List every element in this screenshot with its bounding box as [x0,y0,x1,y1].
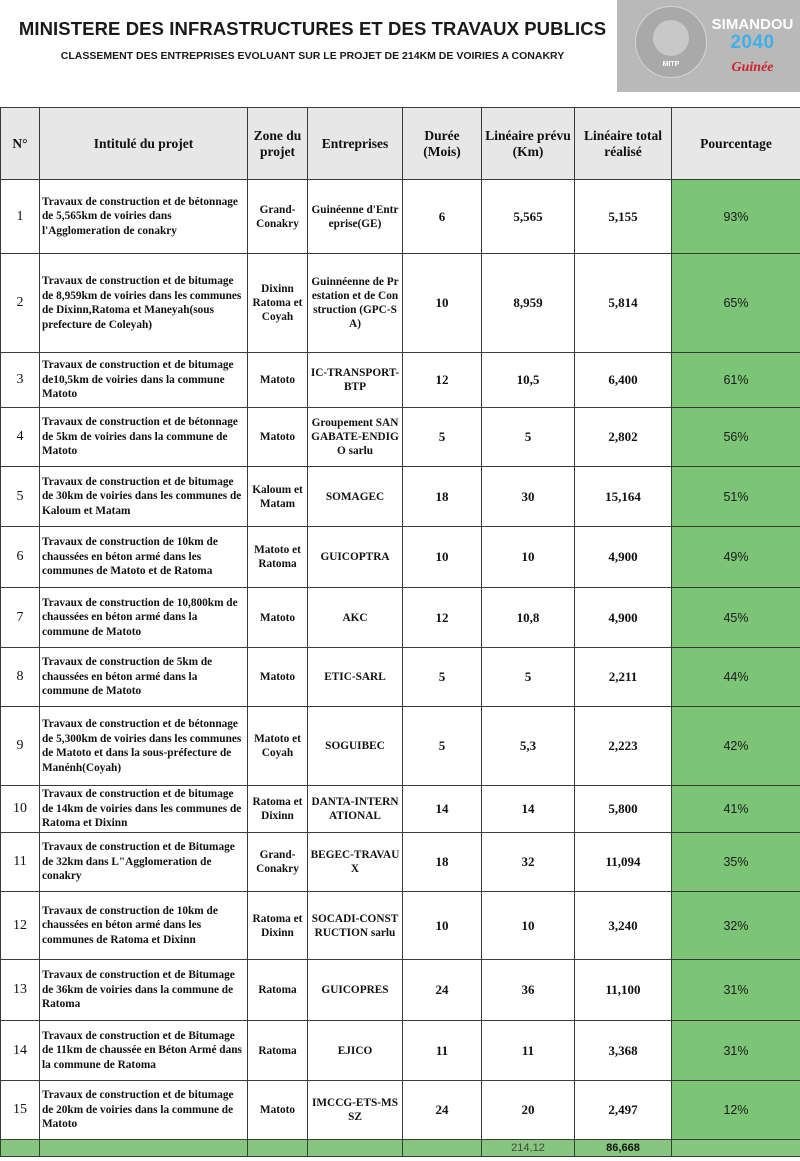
guinee-logo-text: Guinée [731,60,774,75]
row-entreprise: Guinéenne d'Entreprise(GE) [308,180,403,254]
row-duree: 24 [403,1081,482,1140]
row-realise: 5,155 [575,180,672,254]
row-duree: 10 [403,527,482,588]
row-duree: 18 [403,833,482,892]
row-duree: 11 [403,1021,482,1081]
table-row [1,707,800,786]
table-row [1,648,800,707]
row-duree: 18 [403,467,482,527]
row-number: 14 [1,1021,40,1081]
row-entreprise: IC-TRANSPORT-BTP [308,353,403,408]
row-entreprise: SOCADI-CONSTRUCTION sarlu [308,892,403,960]
row-duree: 10 [403,254,482,353]
document-header [0,0,800,105]
row-zone: Grand-Conakry [248,833,308,892]
row-projet: Travaux de construction et de bétonnage de 5km de voiries dans la commune de Matoto [40,408,248,467]
row-duree: 12 [403,353,482,408]
row-zone: Ratoma [248,960,308,1021]
table-row [1,1081,800,1140]
table-row [1,467,800,527]
col-header-duree: Durée (Mois) [403,108,482,180]
total-empty [40,1140,248,1157]
row-realise: 2,497 [575,1081,672,1140]
row-number: 13 [1,960,40,1021]
row-entreprise: EJICO [308,1021,403,1081]
row-zone: Matoto et Coyah [248,707,308,786]
row-pourcentage: 35% [672,833,800,892]
row-zone: Ratoma [248,1021,308,1081]
col-header-prevu: Linéaire prévu (Km) [482,108,575,180]
ministry-seal-icon [635,6,707,78]
table-row [1,180,800,254]
row-pourcentage: 49% [672,527,800,588]
row-prevu: 14 [482,786,575,833]
row-entreprise: SOMAGEC [308,467,403,527]
row-prevu: 10,5 [482,353,575,408]
row-realise: 15,164 [575,467,672,527]
row-entreprise: AKC [308,588,403,648]
col-header-projet: Intitulé du projet [40,108,248,180]
col-header-realise: Linéaire total réalisé [575,108,672,180]
total-empty [403,1140,482,1157]
table-row [1,588,800,648]
total-empty [308,1140,403,1157]
row-duree: 6 [403,180,482,254]
row-realise: 6,400 [575,353,672,408]
row-projet: Travaux de construction et de bitumage de10,5km de voiries dans la commune Matoto [40,353,248,408]
row-projet: Travaux de construction et de bétonnage de 5,565km de voiries dans l'Agglomeration de conakry [40,180,248,254]
row-prevu: 11 [482,1021,575,1081]
col-header-entreprises: Entreprises [308,108,403,180]
row-realise: 3,240 [575,892,672,960]
row-pourcentage: 42% [672,707,800,786]
row-entreprise: Groupement SANGABATE-ENDIGO sarlu [308,408,403,467]
table-header-row [1,108,800,180]
row-duree: 24 [403,960,482,1021]
row-number: 6 [1,527,40,588]
row-number: 10 [1,786,40,833]
row-prevu: 30 [482,467,575,527]
row-projet: Travaux de construction et de bitumage de 30km de voiries dans les communes de Kaloum et Matam [40,467,248,527]
row-zone: Matoto [248,408,308,467]
row-projet: Travaux de construction et de bitumage de 20km de voiries dans la commune de Matoto [40,1081,248,1140]
row-prevu: 36 [482,960,575,1021]
row-zone: Ratoma et Dixinn [248,786,308,833]
row-zone: Dixinn Ratoma et Coyah [248,254,308,353]
row-prevu: 5,565 [482,180,575,254]
row-entreprise: SOGUIBEC [308,707,403,786]
row-realise: 11,100 [575,960,672,1021]
row-number: 11 [1,833,40,892]
table-row [1,960,800,1021]
total-prevu: 214,12 [482,1140,575,1157]
row-pourcentage: 31% [672,1021,800,1081]
row-entreprise: ETIC-SARL [308,648,403,707]
row-pourcentage: 45% [672,588,800,648]
row-number: 9 [1,707,40,786]
row-projet: Travaux de construction et de Bitumage de 11km de chaussée en Béton Armé dans la commune de Ratoma [40,1021,248,1081]
row-duree: 12 [403,588,482,648]
ranking-table [0,107,800,1157]
row-projet: Travaux de construction et de bitumage de 8,959km de voiries dans les communes de Dixinn,Ratoma et Maneyah(sous prefecture de Coleyah) [40,254,248,353]
row-number: 4 [1,408,40,467]
total-empty [672,1140,800,1157]
row-prevu: 32 [482,833,575,892]
row-projet: Travaux de construction et de Bitumage de 32km dans L"Agglomeration de conakry [40,833,248,892]
row-pourcentage: 41% [672,786,800,833]
row-entreprise: IMCCG-ETS-MSSZ [308,1081,403,1140]
total-empty [248,1140,308,1157]
row-realise: 2,211 [575,648,672,707]
row-prevu: 10,8 [482,588,575,648]
row-zone: Matoto [248,588,308,648]
row-entreprise: GUICOPRES [308,960,403,1021]
row-projet: Travaux de construction de 5km de chaussées en béton armé dans la commune de Matoto [40,648,248,707]
row-prevu: 5,3 [482,707,575,786]
row-number: 12 [1,892,40,960]
row-duree: 5 [403,408,482,467]
row-pourcentage: 56% [672,408,800,467]
table-row [1,527,800,588]
row-zone: Matoto [248,353,308,408]
row-realise: 4,900 [575,527,672,588]
row-entreprise: DANTA-INTERNATIONAL [308,786,403,833]
row-pourcentage: 32% [672,892,800,960]
table-row [1,408,800,467]
row-prevu: 5 [482,648,575,707]
row-number: 7 [1,588,40,648]
logo-banner [617,0,800,92]
row-projet: Travaux de construction de 10km de chaussées en béton armé dans les communes de Matoto et de Ratoma [40,527,248,588]
row-zone: Matoto et Ratoma [248,527,308,588]
row-entreprise: BEGEC-TRAVAUX [308,833,403,892]
row-pourcentage: 61% [672,353,800,408]
row-number: 3 [1,353,40,408]
row-zone: Matoto [248,1081,308,1140]
table-row [1,786,800,833]
row-entreprise: Guinnéenne de Prestation et de Construction (GPC-SA) [308,254,403,353]
table-row [1,353,800,408]
row-realise: 3,368 [575,1021,672,1081]
row-pourcentage: 51% [672,467,800,527]
simandou-logo-text: SIMANDOU [711,16,794,33]
total-realise: 86,668 [575,1140,672,1157]
row-projet: Travaux de construction de 10,800km de chaussées en béton armé dans la commune de Matoto [40,588,248,648]
row-realise: 4,900 [575,588,672,648]
col-header-pourcentage: Pourcentage [672,108,800,180]
table-body [1,180,800,1157]
row-prevu: 10 [482,892,575,960]
row-pourcentage: 31% [672,960,800,1021]
row-prevu: 5 [482,408,575,467]
row-number: 2 [1,254,40,353]
row-duree: 14 [403,786,482,833]
row-pourcentage: 44% [672,648,800,707]
row-realise: 11,094 [575,833,672,892]
total-empty [1,1140,40,1157]
row-projet: Travaux de construction et de Bitumage de 36km de voiries dans la commune de Ratoma [40,960,248,1021]
simandou-year: 2040 [730,32,775,53]
seal-label: MITP [662,61,680,68]
row-duree: 5 [403,648,482,707]
row-zone: Kaloum et Matam [248,467,308,527]
row-realise: 5,814 [575,254,672,353]
col-header-zone: Zone du projet [248,108,308,180]
row-realise: 5,800 [575,786,672,833]
row-prevu: 20 [482,1081,575,1140]
page-title: MINISTERE DES INFRASTRUCTURES ET DES TRAVAUX PUBLICS [18,18,607,39]
table-row [1,254,800,353]
row-zone: Grand-Conakry [248,180,308,254]
row-pourcentage: 65% [672,254,800,353]
table-row [1,892,800,960]
row-entreprise: GUICOPTRA [308,527,403,588]
row-zone: Ratoma et Dixinn [248,892,308,960]
row-prevu: 8,959 [482,254,575,353]
row-projet: Travaux de construction et de bitumage de 14km de voiries dans les communes de Ratoma et Dixinn [40,786,248,833]
row-prevu: 10 [482,527,575,588]
row-number: 5 [1,467,40,527]
row-projet: Travaux de construction et de bétonnage de 5,300km de voiries dans les communes de Matoto et dans la sous-préfecture de Manénh(Coyah) [40,707,248,786]
row-number: 1 [1,180,40,254]
row-realise: 2,802 [575,408,672,467]
row-number: 8 [1,648,40,707]
row-duree: 5 [403,707,482,786]
row-zone: Matoto [248,648,308,707]
row-realise: 2,223 [575,707,672,786]
row-duree: 10 [403,892,482,960]
row-pourcentage: 93% [672,180,800,254]
col-header-num: N° [1,108,40,180]
table-row [1,833,800,892]
row-projet: Travaux de construction de 10km de chaussées en béton armé dans les communes de Ratoma et Dixinn [40,892,248,960]
totals-row [1,1140,800,1157]
row-pourcentage: 12% [672,1081,800,1140]
seal-emblem [653,20,689,56]
table-row [1,1021,800,1081]
page-subtitle: CLASSEMENT DES ENTREPRISES EVOLUANT SUR LE PROJET DE 214KM DE VOIRIES A CONAKRY [60,50,565,62]
row-number: 15 [1,1081,40,1140]
